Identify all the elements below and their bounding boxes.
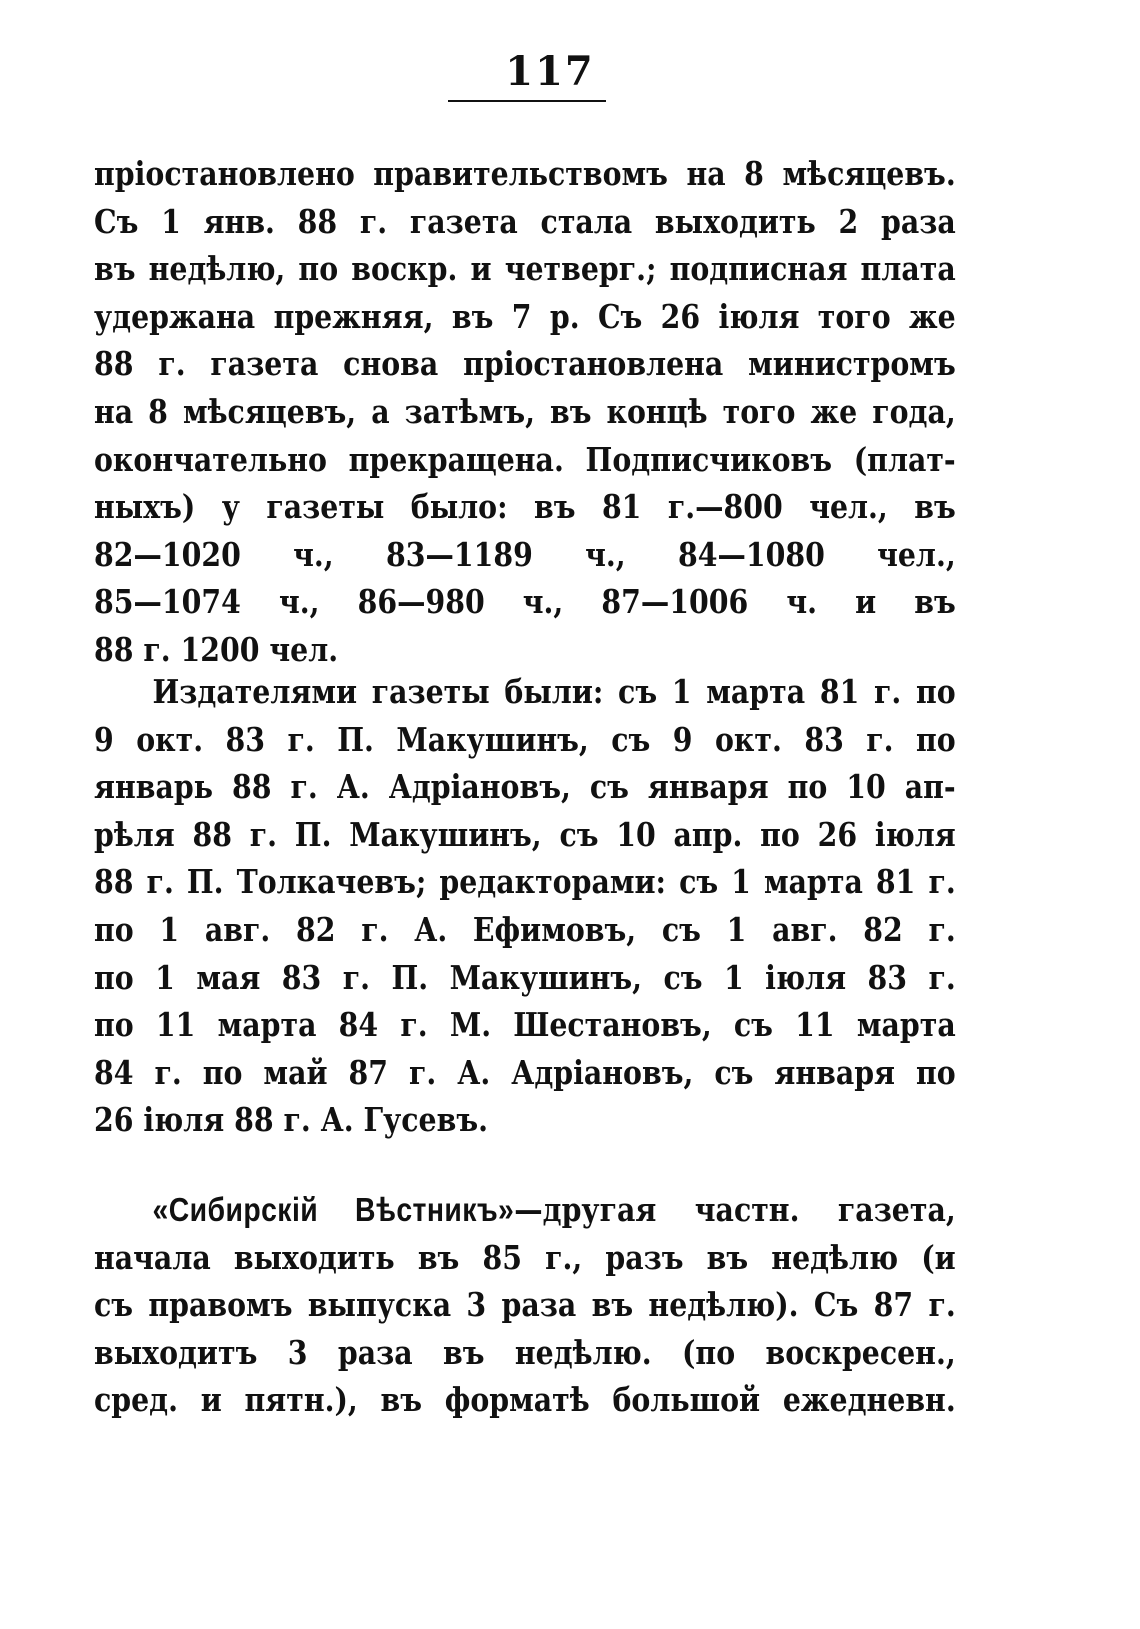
text-line: Съ 1 янв. 88 г. газета стала выходить 2 раза: [94, 201, 956, 241]
text-line: пріостановлено правительствомъ на 8 мѣсяцевъ.: [94, 154, 956, 193]
text-line: 88 г. газета снова пріостановлена министромъ: [94, 344, 956, 384]
text-line: 26 іюля 88 г. А. Гусевъ.: [94, 1100, 488, 1140]
page-number-rule: [448, 100, 606, 102]
text-line: удержана прежняя, въ 7 р. Съ 26 іюля того же: [94, 296, 956, 336]
text-line: съ правомъ выпуска 3 раза въ недѣлю). Съ 87 г.: [94, 1285, 956, 1325]
text-line: окончательно прекращена. Подписчиковъ (плат-: [94, 439, 956, 479]
text-line: 84 г. по май 87 г. А. Адріановъ, съ января по: [94, 1052, 956, 1092]
paragraph-sibirsky-vestnik: [94, 1186, 956, 1424]
text-line: выходитъ 3 раза въ недѣлю. (по воскресен.,: [94, 1332, 956, 1372]
page-number: 117: [505, 48, 595, 95]
text-line: 85—1074 ч., 86—980 ч., 87—1006 ч. и въ: [94, 582, 956, 622]
text-line: ныхъ) у газеты было: въ 81 г.—800 чел., въ: [94, 487, 956, 527]
text-line: въ недѣлю, по воскр. и четверг.; подписная плата: [94, 249, 956, 289]
text-line: 82—1020 ч., 83—1189 ч., 84—1080 чел.,: [94, 534, 956, 574]
text-line: 9 окт. 83 г. П. Макушинъ, съ 9 окт. 83 г. по: [94, 719, 956, 759]
text-line: по 1 мая 83 г. П. Макушинъ, съ 1 іюля 83 г.: [94, 957, 956, 997]
text-line: по 1 авг. 82 г. А. Ефимовъ, съ 1 авг. 82 г.: [94, 909, 956, 949]
paragraph-publishers: [94, 668, 956, 1144]
title-continuation: —другая частн. газета,: [514, 1190, 956, 1229]
text-line: начала выходить въ 85 г., разъ въ недѣлю (и: [94, 1237, 956, 1277]
text-line: сред. и пятн.), въ форматѣ большой ежедневн.: [94, 1380, 956, 1420]
text-line: Издателями газеты были: съ 1 марта 81 г. по: [152, 672, 956, 711]
text-line: по 11 марта 84 г. М. Шестановъ, съ 11 марта: [94, 1005, 956, 1045]
newspaper-title: «Сибирскій Вѣстникъ»: [152, 1191, 515, 1228]
text-line: [94, 1186, 956, 1234]
text-line: 88 г. 1200 чел.: [94, 629, 339, 669]
text-line: январь 88 г. А. Адріановъ, съ января по 10 ап-: [94, 767, 956, 807]
text-line: рѣля 88 г. П. Макушинъ, съ 10 апр. по 26 іюля: [94, 814, 956, 854]
paragraph-continued: [94, 150, 956, 674]
text-line: 88 г. П. Толкачевъ; редакторами: съ 1 марта 81 г.: [94, 862, 956, 902]
text-line: на 8 мѣсяцевъ, а затѣмъ, въ концѣ того же года,: [94, 391, 956, 431]
